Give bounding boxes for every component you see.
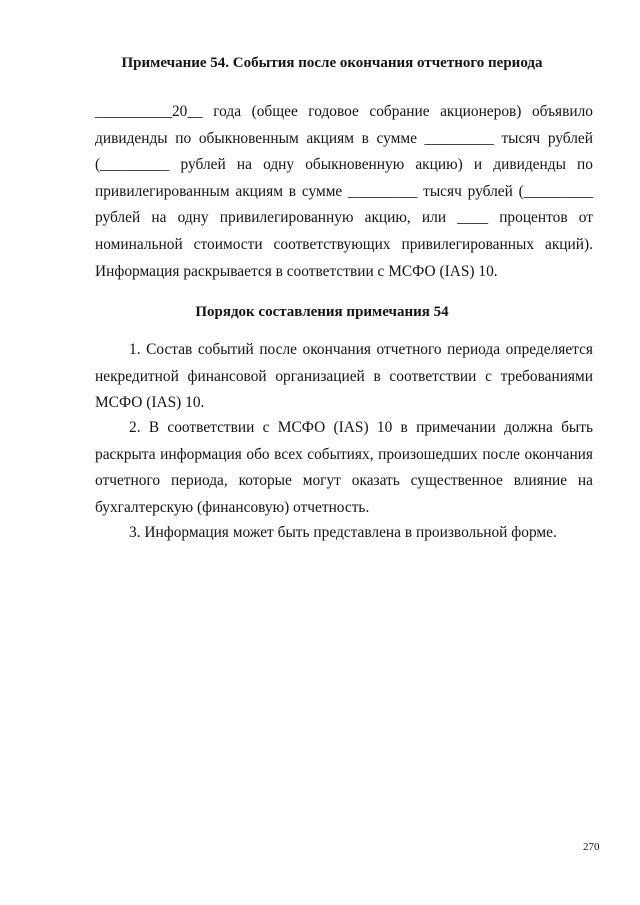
intro-line: номинальной стоимости соответствующих привилегированных акций). — [95, 235, 593, 253]
procedure-item-line: отчетного периода, которые могут оказать существенное влияние на — [95, 472, 593, 490]
procedure-item-line: некредитной финансовой организацией в соответствии с требованиями — [95, 367, 593, 385]
procedure-item — [95, 337, 593, 417]
intro-line: (_________ рублей на одну обыкновенную акцию) и дивиденды по — [95, 156, 593, 174]
intro-line: Информация раскрывается в соответствии с МСФО (IAS) 10. — [95, 262, 498, 280]
procedure-item-line: 1. Состав событий после окончания отчетного периода определяется — [129, 341, 593, 358]
intro-line: __________20__ года (общее годовое собрание акционеров) объявило — [95, 103, 593, 120]
procedure-item-line: 2. В соответствии с МСФО (IAS) 10 в примечании должна быть — [129, 419, 593, 436]
note-title: Примечание 54. События после окончания отчетного периода — [121, 55, 543, 71]
procedure-item-line: раскрыта информация обо всех событиях, произошедших после окончания — [95, 445, 593, 463]
procedure-item-line: МСФО (IAS) 10. — [95, 394, 205, 412]
procedure-item — [95, 415, 593, 521]
procedure-item-line: бухгалтерскую (финансовую) отчетность. — [95, 498, 370, 516]
procedure-item — [95, 520, 593, 547]
procedure-title: Порядок составления примечания 54 — [195, 304, 449, 320]
intro-paragraph — [95, 99, 593, 285]
intro-line: привилегированным акциям в сумме _________ тысяч рублей (_________ — [95, 182, 593, 200]
intro-line: рублей на одну привилегированную акцию, или ____ процентов от — [95, 209, 593, 227]
page-number: 270 — [583, 841, 600, 853]
intro-line: дивиденды по обыкновенным акциям в сумме _________ тысяч рублей — [95, 129, 593, 147]
procedure-item-line: 3. Информация может быть представлена в произвольной форме. — [129, 524, 557, 541]
